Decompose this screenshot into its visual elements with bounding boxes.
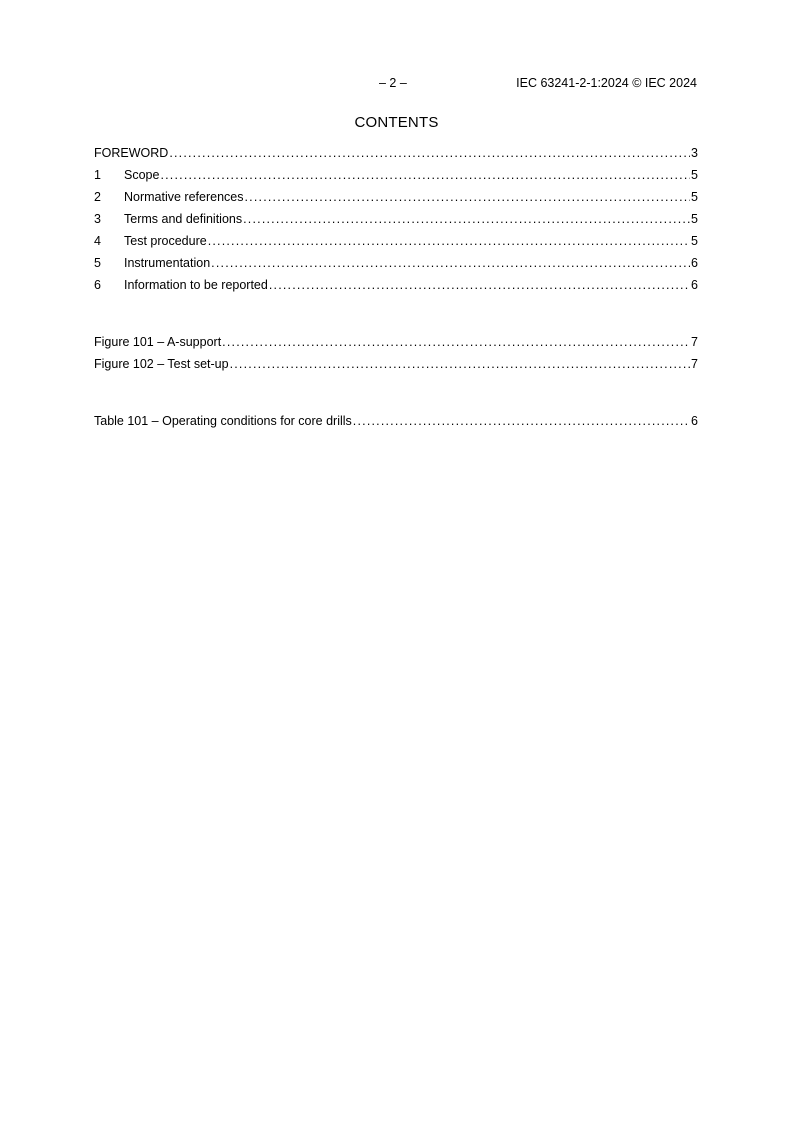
toc-entry-terms-and-definitions[interactable] [94,212,698,234]
toc-entry-page: 7 [691,335,698,349]
toc-entry-page: 6 [691,278,698,292]
toc-entry-scope[interactable] [94,168,698,190]
toc-entry-foreword[interactable] [94,146,698,168]
toc-entry-number: 4 [94,234,101,248]
toc-entry-number: 1 [94,168,101,182]
dot-leader [160,168,690,182]
toc-entry-title: Instrumentation [124,256,211,270]
toc-entry-number: 3 [94,212,101,226]
toc-entry-page: 6 [691,256,698,270]
toc-entry-number: 5 [94,256,101,270]
toc-entry-figure-101[interactable] [94,335,698,357]
toc-entry-instrumentation[interactable] [94,256,698,278]
toc-entry-title: Table 101 – Operating conditions for core drills [94,414,352,428]
toc-entry-number: 6 [94,278,101,292]
toc-entry-page: 5 [691,168,698,182]
toc-tables [94,414,698,436]
toc-entry-title: Normative references [124,190,244,204]
page-header [0,76,793,92]
toc-entry-page: 5 [691,234,698,248]
toc-entry-title: Test procedure [124,234,207,248]
dot-leader [222,335,690,349]
toc-entry-page: 5 [691,212,698,226]
toc-entry-page: 6 [691,414,698,428]
toc-figures [94,335,698,379]
toc-entry-normative-references[interactable] [94,190,698,212]
dot-leader [208,234,690,248]
toc-entry-table-101[interactable] [94,414,698,436]
document-identifier: IEC 63241-2-1:2024 © IEC 2024 [516,76,697,90]
dot-leader [245,190,691,204]
toc-entry-figure-102[interactable] [94,357,698,379]
toc-entry-title: Terms and definitions [124,212,243,226]
contents-heading: CONTENTS [354,114,439,131]
toc-entry-title: Scope [124,168,160,182]
toc-sections [94,146,698,300]
toc-entry-title: Figure 101 – A-support [94,335,222,349]
toc-entry-number: 2 [94,190,101,204]
toc-entry-information-to-be-reported[interactable] [94,278,698,300]
toc-entry-test-procedure[interactable] [94,234,698,256]
dot-leader [269,278,690,292]
page-number: – 2 – [379,76,407,90]
dot-leader [353,414,690,428]
toc-entry-title: Figure 102 – Test set-up [94,357,229,371]
dot-leader [211,256,690,270]
dot-leader [243,212,690,226]
toc-entry-page: 3 [691,146,698,160]
toc-entry-title: Information to be reported [124,278,268,292]
toc-entry-title: FOREWORD [94,146,169,160]
dot-leader [230,357,690,371]
toc-entry-page: 7 [691,357,698,371]
dot-leader [169,146,690,160]
toc-entry-page: 5 [691,190,698,204]
